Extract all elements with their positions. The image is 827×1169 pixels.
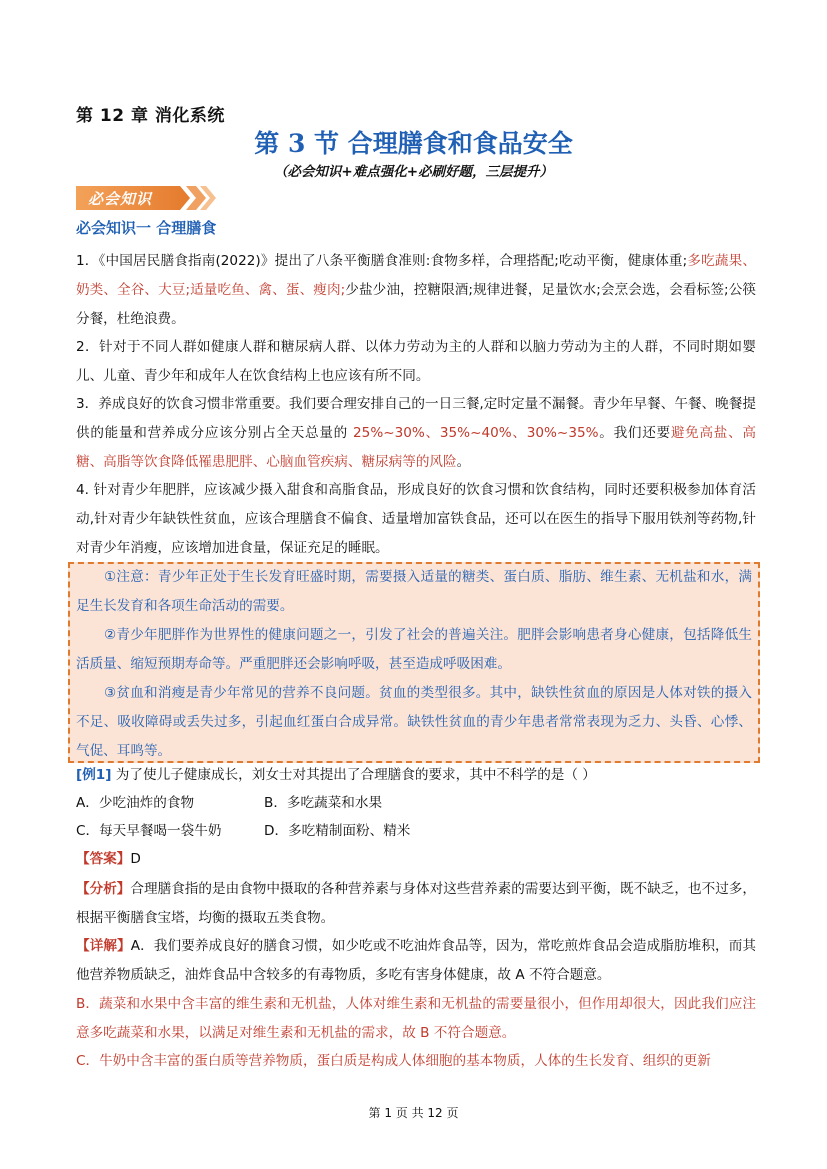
option-c: C．每天早餐喝一袋牛奶 (76, 823, 222, 839)
option-d: D．多吃精制面粉、精米 (264, 823, 411, 839)
note-3: ③贫血和消瘦是青少年常见的营养不良问题。贫血的类型很多。其中，缺铁性贫血的原因是人体对铁的摄入不足、吸收障碍或丢失过多，引起血红蛋白合成异常。缺铁性贫血的青少年患者常常表现为乏力、头昏、心悸、气促、耳鸣等。 (76, 685, 752, 759)
option-a: A．少吃油炸的食物 (76, 795, 195, 811)
paragraph-4: 4. 针对青少年肥胖，应该减少摄入甜食和高脂食品，形成良好的饮食习惯和饮食结构，同时还要积极参加体育活动,针对青少年缺铁性贫血，应该合理膳食不偏食、适量增加富铁食品，还可以在医生的指导下服用铁剂等药物,针对青少年消瘦，应该增加进食量，保证充足的睡眠。 (76, 482, 756, 556)
paragraph-1 (76, 247, 756, 334)
p1-text-b: 多吃蔬果、奶类、全谷、大豆;适量吃鱼、禽、蛋、瘦肉; (76, 253, 756, 298)
option-b: B．多吃蔬菜和水果 (264, 795, 383, 811)
p3-text-e: 。 (456, 454, 471, 470)
example-question (76, 764, 596, 786)
detail-a-paragraph (76, 932, 756, 990)
page-footer: 第 1 页 共 12 页 (368, 1106, 459, 1120)
knowledge-heading: 必会知识一 合理膳食 (76, 219, 217, 237)
detail-b-paragraph: B．蔬菜和水果中含丰富的维生素和无机盐，人体对维生素和无机盐的需要量很小，但作用却很大，因此我们应注意多吃蔬菜和水果，以满足对维生素和无机盐的需求，故 B 不符合题意。 (76, 996, 756, 1041)
example-tag: [例1] (76, 767, 112, 783)
badge-label: 必会知识 (88, 190, 153, 208)
detail-label: 【详解】 (76, 938, 131, 954)
analysis-text: 合理膳食指的是由食物中摄取的各种营养素与身体对这些营养素的需要达到平衡，既不缺乏，也不过多，根据平衡膳食宝塔，均衡的摄取五类食物。 (76, 881, 757, 926)
detail-a-text: A．我们要养成良好的膳食习惯，如少吃或不吃油炸食品等，因为，常吃煎炸食品会造成脂肪堆积，而其他营养物质缺乏，油炸食品中含较多的有毒物质，多吃有害身体健康，故 A 不符合题意。 (76, 938, 757, 983)
analysis-paragraph (76, 875, 756, 933)
paragraph-3 (76, 390, 756, 477)
note-2: ②青少年肥胖作为世界性的健康问题之一，引发了社会的普遍关注。肥胖会影响患者身心健康，包括降低生活质量、缩短预期寿命等。严重肥胖还会影响呼吸，甚至造成呼吸困难。 (76, 627, 752, 672)
section-title: 第 3 节 合理膳食和食品安全 (254, 129, 573, 158)
question-text: 为了使儿子健康成长，刘女士对其提出了合理膳食的要求，其中不科学的是（ ） (111, 767, 596, 783)
p3-percentages: 25%~30%、35%~40%、30%~35% (353, 425, 599, 441)
p3-avoid-text: 避免高盐、高糖、高脂等饮食降低罹患肥胖、心脑血管疾病、糖尿病等的风险 (76, 425, 757, 470)
answer-label: 【答案】 (76, 851, 131, 867)
chapter-heading: 第 12 章 消化系统 (76, 106, 225, 126)
must-know-badge (76, 184, 216, 212)
subtitle: （必会知识+难点强化+必刷好题，三层提升） (273, 164, 554, 180)
p1-text-c: 少盐少油，控糖限酒;规律进餐，足量饮水;会烹会选，会看标签;公筷分餐，杜绝浪费。 (76, 282, 756, 327)
p3-text-a: 3．养成良好的饮食习惯非常重要。我们要合理安排自己的一日三餐,定时定量不漏餐。青少年早餐、午餐、晚餐提供的能量和营养成分应该分别占全天总量的 (76, 396, 756, 441)
answer-line (76, 848, 141, 870)
p3-text-c: 。我们还要 (598, 425, 671, 441)
answer-value: D (130, 851, 141, 867)
p1-text-a: 1．《中国居民膳食指南(2022)》提出了八条平衡膳食准则:食物多样，合理搭配;吃动平衡，健康体重; (76, 253, 688, 269)
paragraph-2: 2．针对于不同人群如健康人群和糖尿病人群、以体力劳动为主的人群和以脑力劳动为主的人群，不同时期如婴儿、儿童、青少年和成年人在饮食结构上也应该有所不同。 (76, 339, 756, 384)
note-1: ①注意：青少年正处于生长发育旺盛时期，需要摄入适量的糖类、蛋白质、脂肪、维生素、无机盐和水，满足生长发育和各项生命活动的需要。 (76, 569, 752, 614)
analysis-label: 【分析】 (76, 881, 131, 897)
detail-c-paragraph: C．牛奶中含丰富的蛋白质等营养物质，蛋白质是构成人体细胞的基本物质，人体的生长发育、组织的更新 (76, 1053, 711, 1069)
